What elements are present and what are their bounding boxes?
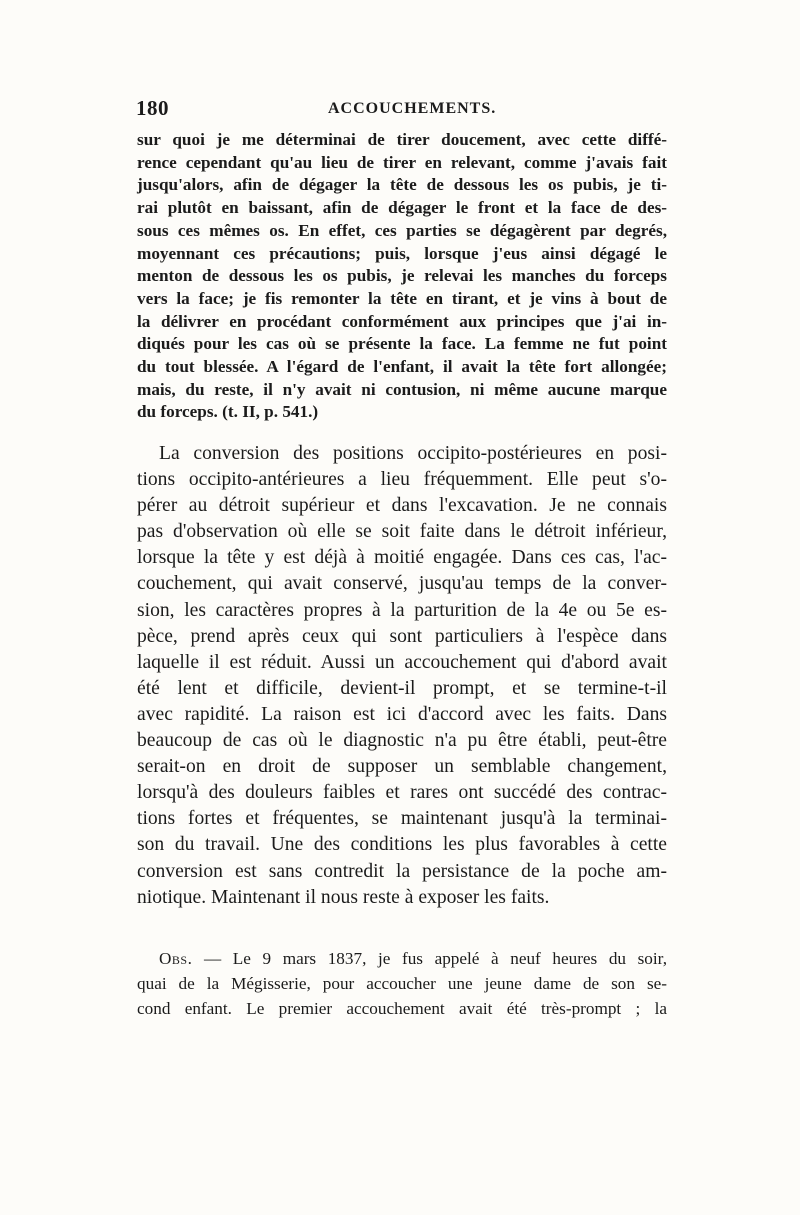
text-line: — Le 9 mars 1837, je fus appelé à neuf heures du soir, (204, 949, 668, 968)
text-line: couchement, qui avait conservé, jusqu'au temps de la conver- (137, 573, 667, 595)
observation-paragraph (137, 946, 667, 1021)
text-line: moyennant ces précautions; puis, lorsque j'eus ainsi dégagé le (137, 243, 667, 263)
text-line: tions occipito-antérieures a lieu fréquemment. Elle peut s'o- (137, 469, 667, 491)
page-number: 180 (136, 96, 169, 120)
text-line: son du travail. Une des conditions les plus favorables à cette (137, 834, 667, 856)
text-line: lorsqu'à des douleurs faibles et rares ont succédé des contrac- (137, 782, 667, 804)
observation-first-line (137, 946, 667, 971)
text-line: du forceps. (t. II, p. 541.) (137, 402, 319, 422)
text-line: menton de dessous les os pubis, je relevai les manches du forceps (137, 266, 667, 286)
case-report-continuation (137, 129, 667, 424)
text-line: La conversion des positions occipito-postérieures en posi- (159, 443, 667, 464)
text-line: cond enfant. Le premier accouchement avait été très-prompt ; la (137, 999, 667, 1018)
observation-label: Obs. (159, 949, 193, 968)
text-line: pérer au détroit supérieur et dans l'excavation. Je ne connais (137, 495, 667, 517)
text-line: lorsque la tête y est déjà à moitié engagée. Dans ces cas, l'ac- (137, 547, 667, 569)
text-line: tions fortes et fréquentes, se maintenant jusqu'à la terminai- (137, 808, 667, 830)
main-paragraph (137, 441, 667, 911)
text-line: serait-on en droit de supposer un semblable changement, (137, 756, 667, 778)
text-line: laquelle il est réduit. Aussi un accouchement qui d'abord avait (137, 651, 667, 673)
page-header (136, 96, 676, 122)
text-line: conversion est sans contredit la persistance de la poche am- (137, 860, 667, 882)
text-line: beaucoup de cas où le diagnostic n'a pu être établi, peut-être (137, 730, 667, 752)
text-line: mais, du reste, il n'y avait ni contusion, ni même aucune marque (137, 379, 667, 399)
text-line: rai plutôt en baissant, afin de dégager le front et la face de des- (137, 198, 667, 218)
text-line: pas d'observation où elle se soit faite dans le détroit inférieur, (137, 521, 667, 543)
text-line: vers la face; je fis remonter la tête en tirant, et je vins à bout de (137, 288, 667, 308)
text-line: avec rapidité. La raison est ici d'accord avec les faits. Dans (137, 703, 667, 725)
text-line: quai de la Mégisserie, pour accoucher une jeune dame de son se- (137, 974, 667, 993)
text-line: sous ces mêmes os. En effet, ces parties se dégagèrent par degrés, (137, 220, 667, 240)
text-line: sion, les caractères propres à la parturition de la 4e ou 5e es- (137, 599, 667, 621)
text-line: sur quoi je me déterminai de tirer doucement, avec cette diffé- (137, 130, 667, 149)
running-head: ACCOUCHEMENTS. (328, 100, 497, 117)
text-line: diqués pour les cas où se présente la face. La femme ne fut point (137, 334, 667, 354)
text-line: niotique. Maintenant il nous reste à exposer les faits. (137, 886, 550, 908)
text-line: du tout blessée. A l'égard de l'enfant, il avait la tête fort allongée; (137, 357, 667, 377)
text-line: la délivrer en procédant conformément aux principes que j'ai in- (137, 311, 667, 331)
text-line: jusqu'alors, afin de dégager la tête de dessous les os pubis, je ti- (137, 175, 667, 195)
text-line: rence cependant qu'au lieu de tirer en relevant, comme j'avais fait (137, 152, 667, 172)
text-line: été lent et difficile, devient-il prompt, et se termine-t-il (137, 677, 667, 699)
text-line: pèce, prend après ceux qui sont particuliers à l'espèce dans (137, 625, 667, 647)
